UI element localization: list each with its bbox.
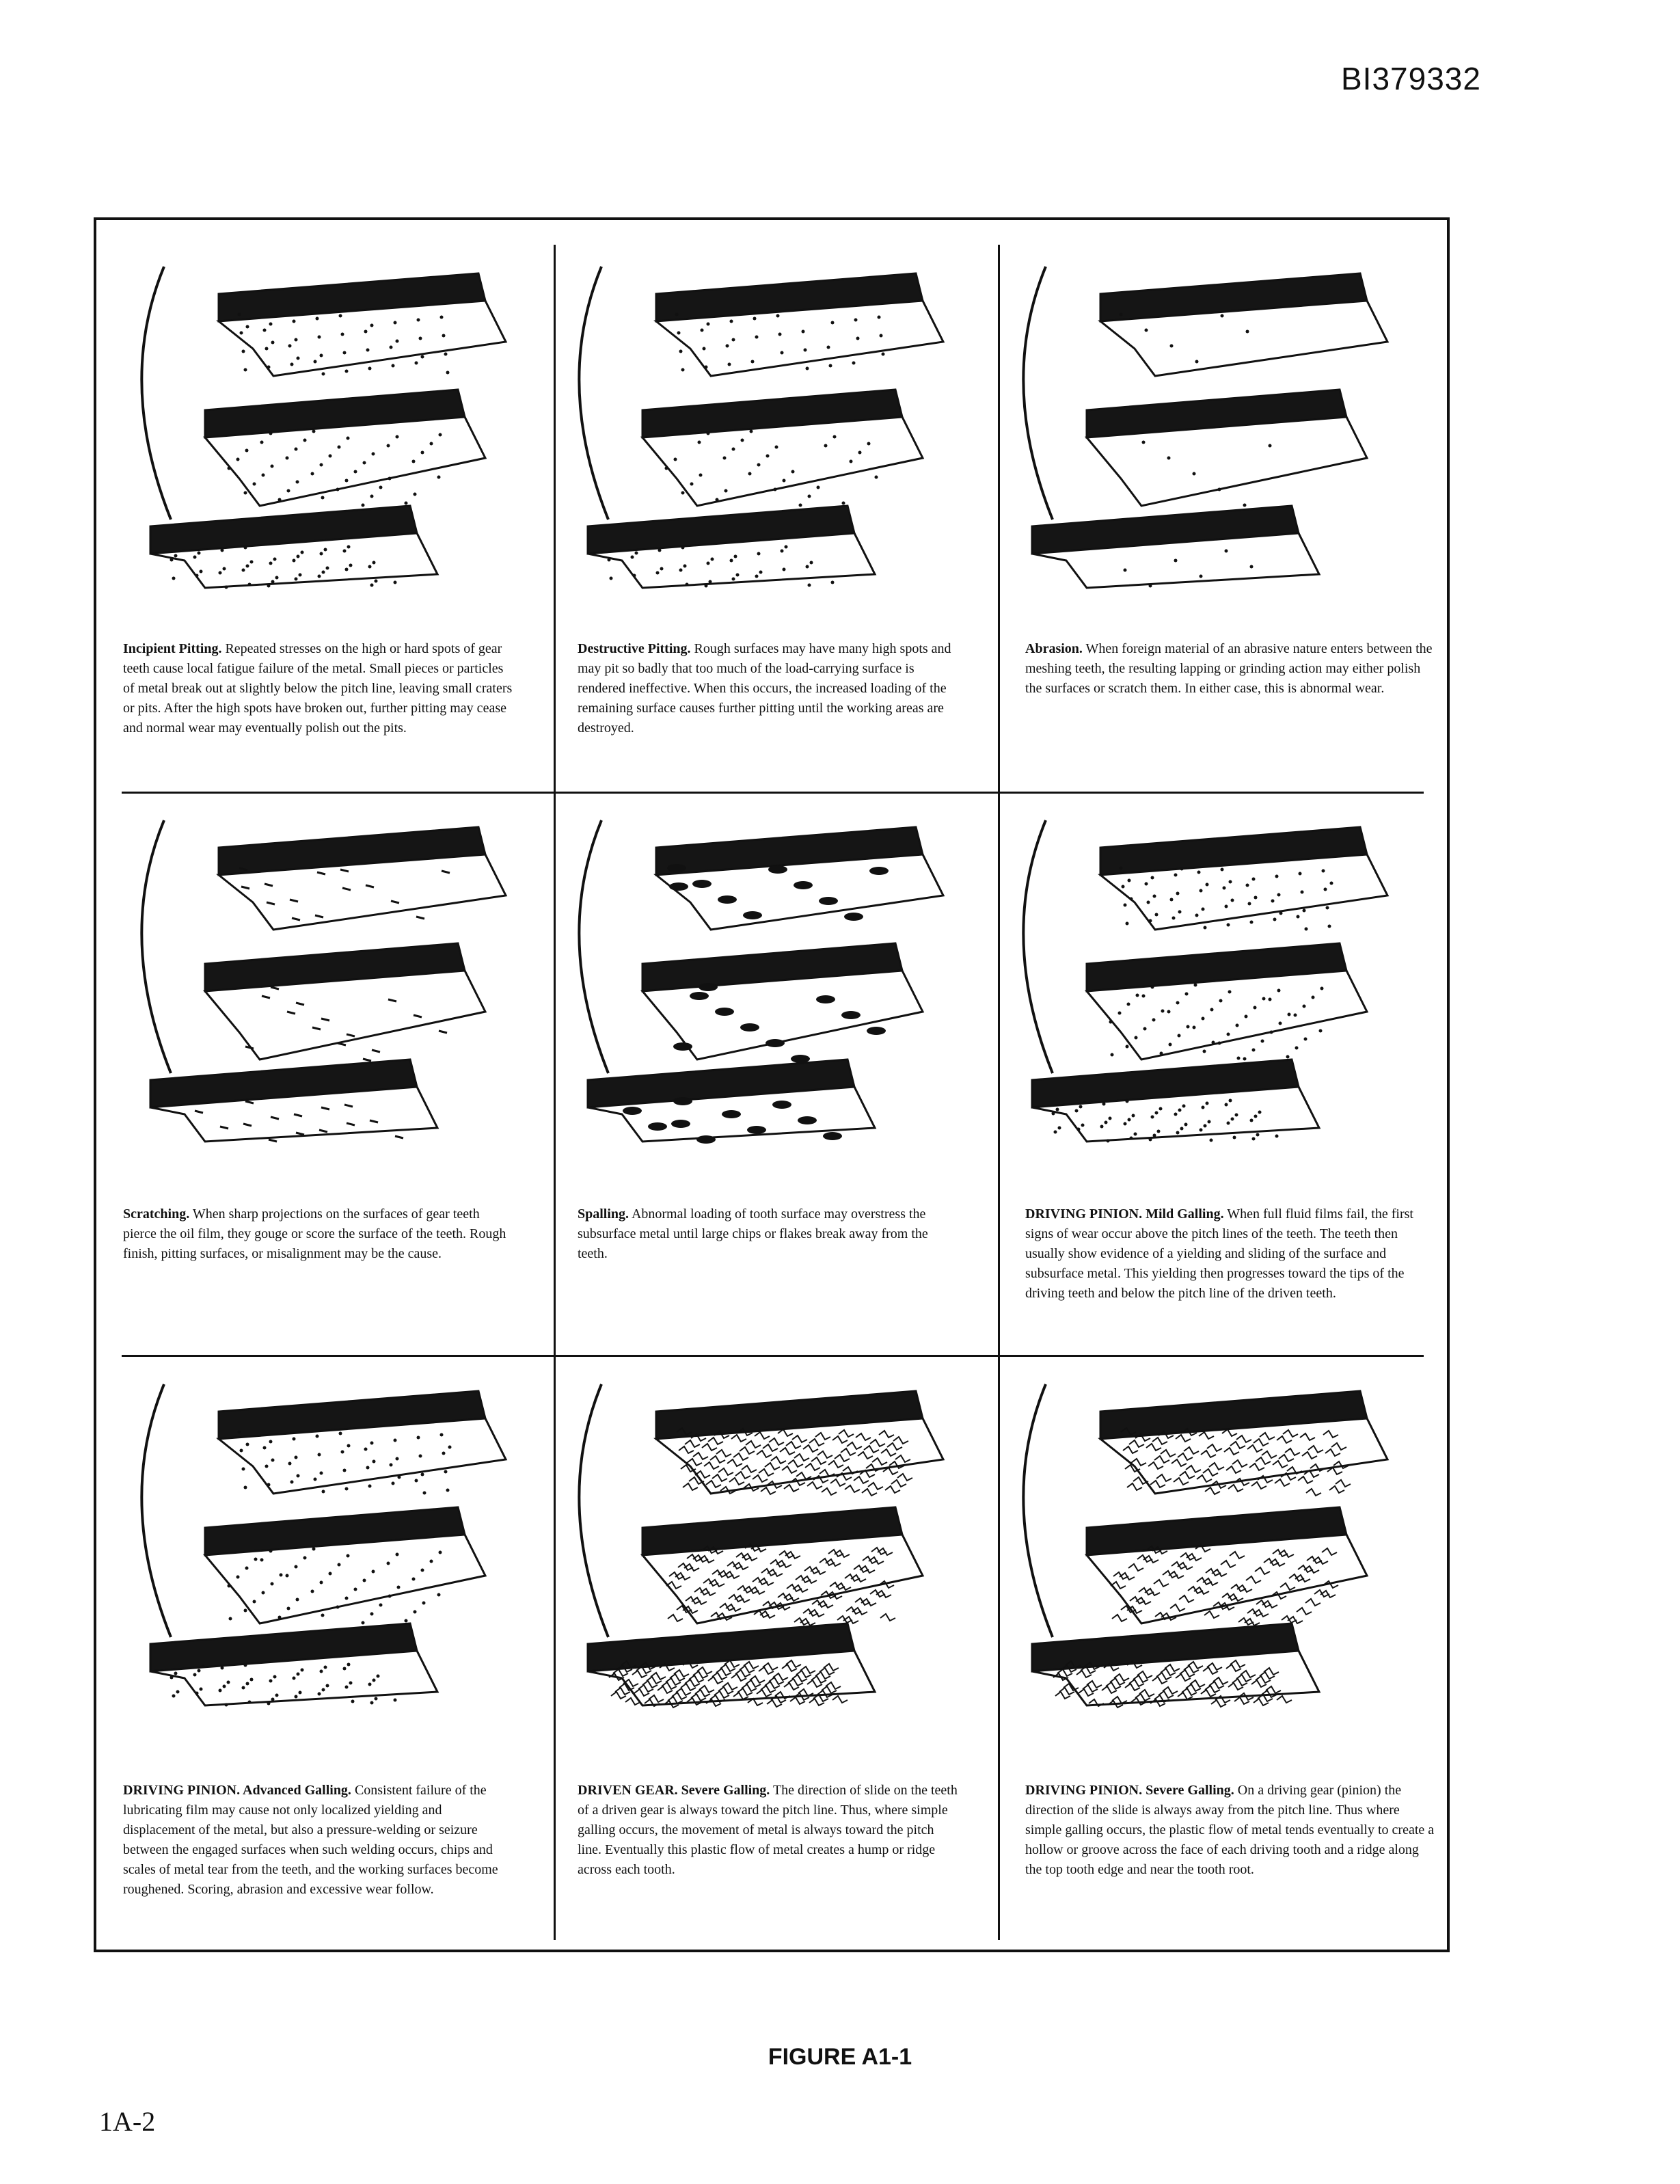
panel-caption xyxy=(1025,1204,1435,1304)
panel-caption xyxy=(1025,1781,1435,1880)
panel-caption-title: DRIVING PINION. Mild Galling. xyxy=(1025,1206,1224,1222)
panel-caption xyxy=(123,1781,513,1900)
figure-panel xyxy=(123,246,547,629)
panel-caption xyxy=(578,639,960,738)
gear-teeth-illustration xyxy=(123,246,547,615)
panel-caption-text: The direction of slide on the teeth of a driven gear is always toward the pitch line. Thus, where simple galling occurs, the movement of metal is always toward the pitch line. Eventually this plastic flow of metal creates a hump or ridge across each tooth. xyxy=(578,1783,958,1877)
panel-caption xyxy=(1025,639,1435,699)
figure-panel xyxy=(123,800,547,1183)
figure-panel xyxy=(123,1364,547,1747)
figure-panel xyxy=(1005,800,1428,1183)
gear-teeth-illustration xyxy=(1005,246,1428,615)
panel-caption-title: Spalling. xyxy=(578,1206,629,1222)
gear-teeth-illustration xyxy=(123,800,547,1169)
figure-label: FIGURE A1-1 xyxy=(768,2044,912,2070)
row-divider-2 xyxy=(122,1355,1424,1357)
panel-caption-title: Destructive Pitting. xyxy=(578,641,691,656)
gear-teeth-illustration xyxy=(560,246,984,615)
panel-caption-title: DRIVING PINION. Severe Galling. xyxy=(1025,1783,1234,1798)
figure-panel xyxy=(560,246,984,629)
panel-caption-text: When foreign material of an abrasive nature enters between the meshing teeth, the resulting lapping or grinding action may either polish the surfaces or scratch them. In either case, this is abnormal wear. xyxy=(1025,641,1433,696)
panel-caption-title: Abrasion. xyxy=(1025,641,1083,656)
gear-teeth-illustration xyxy=(1005,800,1428,1169)
panel-caption-text: When sharp projections on the surfaces of gear teeth pierce the oil film, they gouge or score the surface of the teeth. Rough finish, pitting surfaces, or misalignment may be the cause. xyxy=(123,1206,506,1261)
figure-panel xyxy=(1005,1364,1428,1747)
gear-teeth-illustration xyxy=(560,1364,984,1733)
panel-caption xyxy=(123,1204,513,1264)
panel-caption xyxy=(123,639,513,738)
figure-panel xyxy=(560,1364,984,1747)
figure-panel xyxy=(560,800,984,1183)
panel-caption-text: On a driving gear (pinion) the direction of the slide is always away from the pitch line. Thus where simple galling occurs, the plastic flow of metal tends eventually to create a hollow or groove across the face of each driving tooth and a ridge along the top tooth edge and near the tooth root. xyxy=(1025,1783,1435,1877)
panel-caption-title: DRIVEN GEAR. Severe Galling. xyxy=(578,1783,770,1798)
gear-teeth-illustration xyxy=(560,800,984,1169)
column-divider-1 xyxy=(554,245,556,1940)
page-number: 1A-2 xyxy=(99,2106,156,2137)
panel-caption-text: Rough surfaces may have many high spots and may pit so badly that too much of the load-carrying surface is rendered ineffective. When this occurs, the increased loading of the remaining surface causes further pitting until the working areas are destroyed. xyxy=(578,641,951,736)
figure-panel xyxy=(1005,246,1428,629)
panel-caption-title: Scratching. xyxy=(123,1206,190,1222)
panel-caption-title: DRIVING PINION. Advanced Galling. xyxy=(123,1783,351,1798)
gear-teeth-illustration xyxy=(123,1364,547,1733)
panel-caption-text: When full fluid films fail, the first signs of wear occur above the pitch lines of the teeth. The teeth then usually show evidence of a yielding and sliding of the surface and subsurface metal. This yielding then progresses toward the tips of the driving teeth and below the pitch line of the driven teeth. xyxy=(1025,1206,1413,1301)
panel-caption xyxy=(578,1781,960,1880)
row-divider-1 xyxy=(122,792,1424,794)
panel-caption-title: Incipient Pitting. xyxy=(123,641,222,656)
panel-caption xyxy=(578,1204,960,1264)
panel-caption-text: Consistent failure of the lubricating film may cause not only localized yielding and displacement of the metal, but also a pressure-welding or seizure between the engaged surfaces when such welding occurs, chips and scales of metal tear from the teeth, and the working surfaces become roughened. Scoring, abrasion and excessive wear follow. xyxy=(123,1783,498,1897)
gear-teeth-illustration xyxy=(1005,1364,1428,1733)
panel-caption-text: Repeated stresses on the high or hard spots of gear teeth cause local fatigue failure of the metal. Small pieces or particles of metal break out at slightly below the pitch line, leaving small craters or pits. After the high spots have broken out, further pitting may cease and normal wear may eventually polish out the pits. xyxy=(123,641,513,736)
panel-caption-text: Abnormal loading of tooth surface may overstress the subsurface metal until large chips or flakes break away from the teeth. xyxy=(578,1206,928,1261)
column-divider-2 xyxy=(998,245,1000,1940)
document-id: BI379332 xyxy=(1341,61,1481,96)
